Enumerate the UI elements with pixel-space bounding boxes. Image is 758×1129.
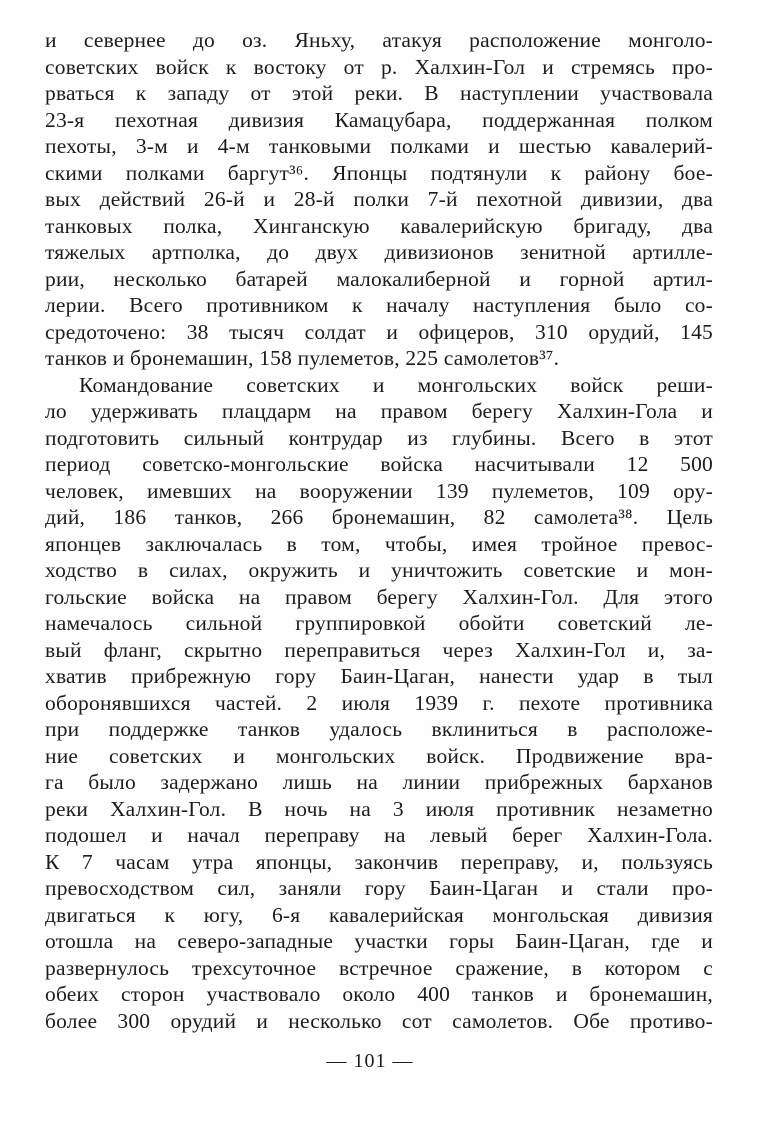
text-line: 23-я пехотная дивизия Камацубара, поддержанная полком [45,107,713,132]
text-line: лерии. Всего противником к началу наступления было со- [45,293,713,317]
text-line: подошел и начал переправу на левый берег Халхин-Гола. [45,823,713,847]
text-line: и севернее до оз. Яньху, атакуя расположение монголо- [45,28,713,52]
body-text [45,27,713,1034]
text-line: превосходством сил, заняли гору Баин-Цаган и стали про- [45,876,713,900]
text-line: человек, имевших на вооружении 139 пулеметов, 109 ору- [45,478,713,503]
text-line: танков и бронемашин, 158 пулеметов, 225 самолетов³⁷. [45,346,560,370]
text-line: тяжелых артполка, до двух дивизионов зенитной артилле- [45,240,713,264]
text-line: средоточено: 38 тысяч солдат и офицеров, 310 орудий, 145 [45,319,713,344]
text-line: ло удерживать плацдарм на правом берегу Халхин-Гола и [45,399,713,423]
text-line: советских войск к востоку от р. Халхин-Гол и стремясь про- [45,54,713,79]
text-line: хватив прибрежную гору Баин-Цаган, нанести удар в тыл [45,664,713,688]
text-line: реки Халхин-Гол. В ночь на 3 июля противник незаметно [45,796,713,821]
text-line: ходство в силах, окружить и уничтожить советские и мон- [45,558,713,582]
text-line: намечалось сильной группировкой обойти советский ле- [45,611,713,635]
text-line: японцев заключалась в том, чтобы, имея тройное превос- [45,531,713,556]
text-line: двигаться к югу, 6-я кавалерийская монгольская дивизия [45,902,713,927]
text-line: отошла на северо-западные участки горы Баин-Цаган, где и [45,929,713,953]
text-line: рии, несколько батарей малокалиберной и горной артил- [45,266,713,291]
text-line: Командование советских и монгольских войск реши- [79,372,713,397]
text-line: га было задержано лишь на линии прибрежных барханов [45,770,713,794]
text-line: оборонявшихся частей. 2 июля 1939 г. пехоте противника [45,690,713,715]
text-line: рваться к западу от этой реки. В наступлении участвовала [45,81,713,105]
text-line: вых действий 26-й и 28-й полки 7-й пехотной дивизии, два [45,187,713,211]
text-line: гольские войска на правом берегу Халхин-Гол. Для этого [45,584,713,609]
text-line: К 7 часам утра японцы, закончив переправу, и, пользуясь [45,849,713,874]
text-line: период советско-монгольские войска насчитывали 12 500 [45,452,713,476]
text-line: подготовить сильный контрудар из глубины. Всего в этот [45,425,713,450]
text-line: пехоты, 3-м и 4-м танковыми полками и шестью кавалерий- [45,134,713,158]
text-line: более 300 орудий и несколько сот самолетов. Обе противо- [45,1008,713,1033]
text-line: дий, 186 танков, 266 бронемашин, 82 самолета³⁸. Цель [45,505,713,529]
text-line: обеих сторон участвовало около 400 танков и бронемашин, [45,982,713,1006]
text-line: танковых полка, Хинганскую кавалерийскую бригаду, два [45,213,713,238]
text-line: скими полками баргут³⁶. Японцы подтянули к району бое- [45,160,713,185]
text-line: при поддержке танков удалось вклиниться в расположе- [45,717,713,741]
text-line: развернулось трехсуточное встречное сражение, в котором с [45,955,713,980]
text-line: ние советских и монгольских войск. Продвижение вра- [45,743,713,768]
text-line: вый фланг, скрытно переправиться через Халхин-Гол и, за- [45,637,713,662]
page-number: — 101 — [326,1050,414,1072]
